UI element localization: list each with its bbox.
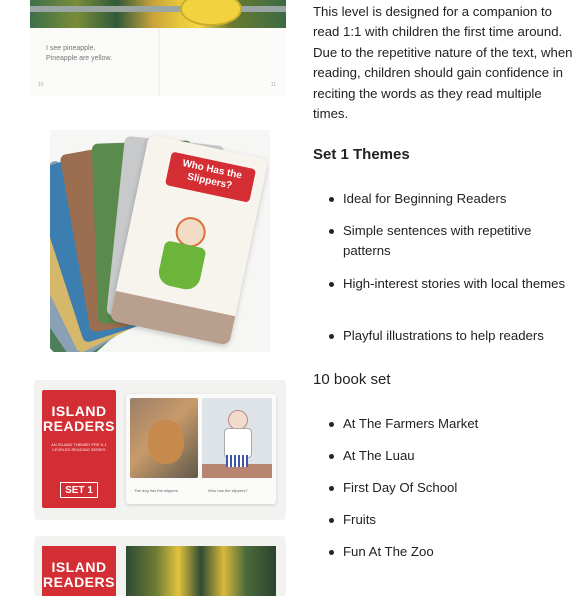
bullet-icon	[329, 422, 334, 427]
set-label: SET 1	[60, 482, 98, 498]
boy-shorts-illustration	[226, 455, 248, 467]
caption-right: Who has the slippers?	[208, 488, 248, 493]
dog-photo	[130, 398, 198, 478]
island-readers-box	[42, 390, 116, 508]
boy-illustration-page	[202, 398, 272, 478]
open-book	[126, 394, 276, 504]
product-description: This level is designed for a companion to read 1:1 with children the first time around. Due to the repetitive nature of the text, when reading, children should gain confidence in reciting the words as they read multiple times. Set 1 Themes Ideal for Beginning Readers Simple sentences with repetitive patterns High-interest stories with local themes Playful illustrations to help readers 10 book set At The Farmers Market At The Luau First Day Of School Fruits Fun At The Zoo	[313, 0, 575, 580]
caption-left: The dog has the slippers.	[134, 488, 179, 493]
box-subtitle: AN ISLAND THEMED PRE K-1 LEVELED READING SERIES	[51, 442, 107, 452]
boy-shirt-illustration	[224, 428, 252, 458]
intro-paragraph: This level is designed for a companion to read 1:1 with children the first time around. Due to the repetitive nature of the text, when reading, children should gain confidence in reciting the words as they read multiple times.	[313, 4, 573, 122]
island-readers-box	[42, 546, 116, 596]
dog-icon	[148, 420, 184, 464]
bullet-icon	[329, 454, 334, 459]
book-title-banner: Who Has the Slippers?	[165, 152, 256, 203]
pineapple-book-photo[interactable]	[30, 0, 286, 96]
box-title: ISLAND READERS	[43, 403, 115, 434]
set-themes-heading: Set 1 Themes	[313, 146, 410, 163]
bullet-icon	[329, 229, 334, 234]
rail-illustration	[30, 6, 286, 12]
bullet-icon	[329, 334, 334, 339]
book-caption: I see pineapple. Pineapple are yellow.	[46, 45, 113, 62]
island-readers-pineapple-photo[interactable]	[34, 536, 286, 596]
book-fan-photo[interactable]	[50, 130, 270, 352]
bullet-icon	[329, 550, 334, 555]
bullet-icon	[329, 518, 334, 523]
page-number-right: 11	[270, 82, 276, 88]
island-readers-set-photo[interactable]	[34, 380, 286, 520]
boy-illustration	[228, 410, 248, 430]
pineapple-illustration	[126, 546, 276, 596]
floor-illustration	[110, 291, 236, 346]
bullet-icon	[329, 197, 334, 202]
bullet-icon	[329, 486, 334, 491]
pineapple-illustration	[30, 0, 286, 28]
page-number-left: 10	[38, 82, 44, 88]
green-dress-illustration	[156, 240, 206, 292]
book-set-heading: 10 book set	[313, 371, 391, 388]
bullet-icon	[329, 282, 334, 287]
box-title: ISLAND READERS	[43, 559, 115, 590]
